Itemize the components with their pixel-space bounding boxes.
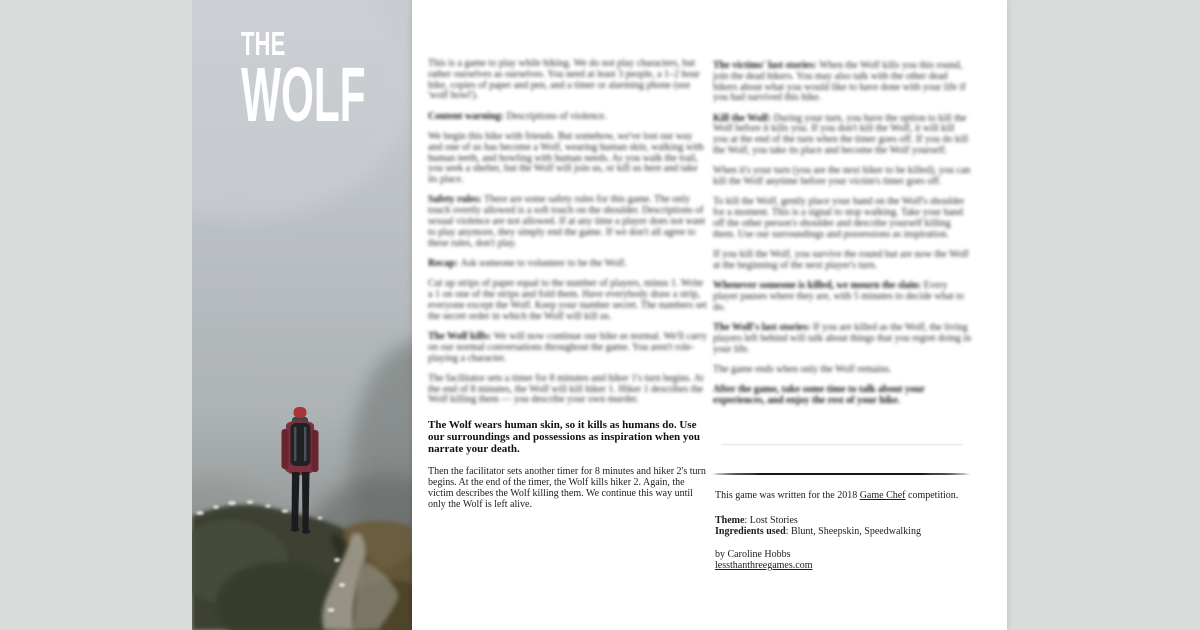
blurred-text-block-left (428, 59, 708, 406)
blurred-paragraph: Recap: Ask someone to volunteer to be the Wolf. (428, 257, 627, 269)
blurred-paragraph: After the game, take some time to talk about your experiences, and enjoy the rest of your hike. (713, 384, 925, 407)
competition-line-prefix: This game was written for the 2018 (715, 490, 860, 501)
blurred-paragraph: Whenever someone is killed, we mourn the slain: Every player pauses where they are, with 5 minutes to decide what to do. (713, 280, 965, 313)
cover-photo (192, 0, 412, 630)
blurred-text-block-right (713, 61, 971, 407)
competition-line-suffix: competition. (905, 490, 959, 501)
blurred-paragraph: When it's your turn (you are the next hiker to be killed), you can kill the Wolf anytime before your victim's timer goes off. (713, 165, 971, 188)
ingredients-line (715, 526, 971, 538)
blurred-paragraph: This is a game to play while hiking. We do not play characters, but rather ourselves as ourselves. You need at least 3 people, a 1–2 hour hike, copies of paper and pen, and a timer or alarming phone (use 'wolf howl'). (428, 58, 700, 102)
blurred-paragraph: To kill the Wolf, gently place your hand on the Wolf's shoulder for a moment. This is a signal to stop walking. Take your hand off the other person's shoulder and describe yourself killing them. Use our surroundings and possessions as inspiration. (713, 196, 965, 240)
competition-line (715, 490, 971, 502)
credits-divider-line (711, 473, 971, 475)
facilitator-timer-paragraph: Then the facilitator sets another timer for 8 minutes and hiker 2's turn begins. At the end of the timer, the Wolf kills hiker 2. Again, the victim describes the Wolf killing them. We continue this way until only the Wolf is left alive. (428, 466, 706, 511)
blurred-paragraph: The Wolf's last stories: If you are killed as the Wolf, the living players left behind will talk about things that you regret doing in your life. (713, 322, 972, 355)
theme-value: : Lost Stories (744, 514, 798, 526)
theme-line (715, 515, 971, 527)
wolf-callout-paragraph: The Wolf wears human skin, so it kills as humans do. Use our surroundings and possessions as inspiration when you narrate your death. (428, 419, 700, 456)
author-byline: by Caroline Hobbs (715, 548, 791, 560)
poster-title (241, 25, 412, 138)
blurred-paragraph: Content warning: Descriptions of violence. (428, 110, 607, 122)
ingredients-label: Ingredients used (715, 526, 786, 537)
blurred-paragraph: The facilitator sets a timer for 8 minutes and hiker 1's turn begins. At the end of 8 minutes, the Wolf will kill hiker 1. Hiker 1 describes the Wolf killing them — you describe your own murder. (428, 372, 704, 406)
faint-rule (721, 444, 963, 445)
game-chef-link[interactable]: Game Chef (859, 490, 906, 501)
blurred-paragraph: If you kill the Wolf, you survive the round but are now the Wolf at the beginning of the next player's turn. (713, 249, 969, 271)
ingredients-value: : Blunt, Sheepskin, Speedwalking (785, 526, 921, 537)
poster-title-line2: WOLF (241, 52, 366, 138)
website-link[interactable]: lessthanthreegames.com (715, 560, 813, 571)
rules-left-column (428, 59, 708, 510)
blurred-paragraph: Safety rules: There are some safety rules for this game. The only touch overtly allowed is a soft touch on the shoulder. Descriptions of sexual violence are not allowed. If at any time a player does not want to play anymore, they simply end the game. If we don't all agree to these rules, don't play. (428, 194, 706, 249)
theme-label: Theme (715, 514, 745, 526)
credits-block (715, 490, 971, 572)
blurred-paragraph: The game ends when only the Wolf remains. (713, 364, 892, 376)
poster-title-line1: THE (241, 25, 286, 62)
rules-right-column (713, 60, 972, 571)
blurred-paragraph: Cut up strips of paper equal to the number of players, minus 1. Write a 1 on one of the strips and fold them. Have everybody draw a strip, everyone except the Wolf. Keep your number secret. The numbers set the secret order in which the Wolf will kill us. (428, 278, 707, 322)
blurred-paragraph: The Wolf kills: We will now continue our hike as normal. We'll carry on our normal conversations throughout the game. You aren't role-playing a character. (428, 330, 707, 364)
blurred-paragraph: The victims' last stories: When the Wolf kills you this round, join the dead hikers. You may also talk with the other dead hikers about what you would like to have done with your life if you had survived this hike. (713, 60, 966, 104)
blurred-paragraph: Kill the Wolf: During your turn, you have the option to kill the Wolf before it kills you. If you don't kill the Wolf, it will kill you at the end of the turn when the timer goes off. If you do kill the Wolf, you take its place and become the Wolf yourself. (713, 112, 969, 157)
blurred-paragraph: We begin this hike with friends. But somehow, we've lost our way and one of us has become a Wolf, wearing human skin, walking with human teeth, and howling with human needs. As you walk the trail, you seek a shelter, but the Wolf will join us, or kill us here and take its place. (428, 130, 704, 186)
rules-document-page (412, 0, 1007, 630)
